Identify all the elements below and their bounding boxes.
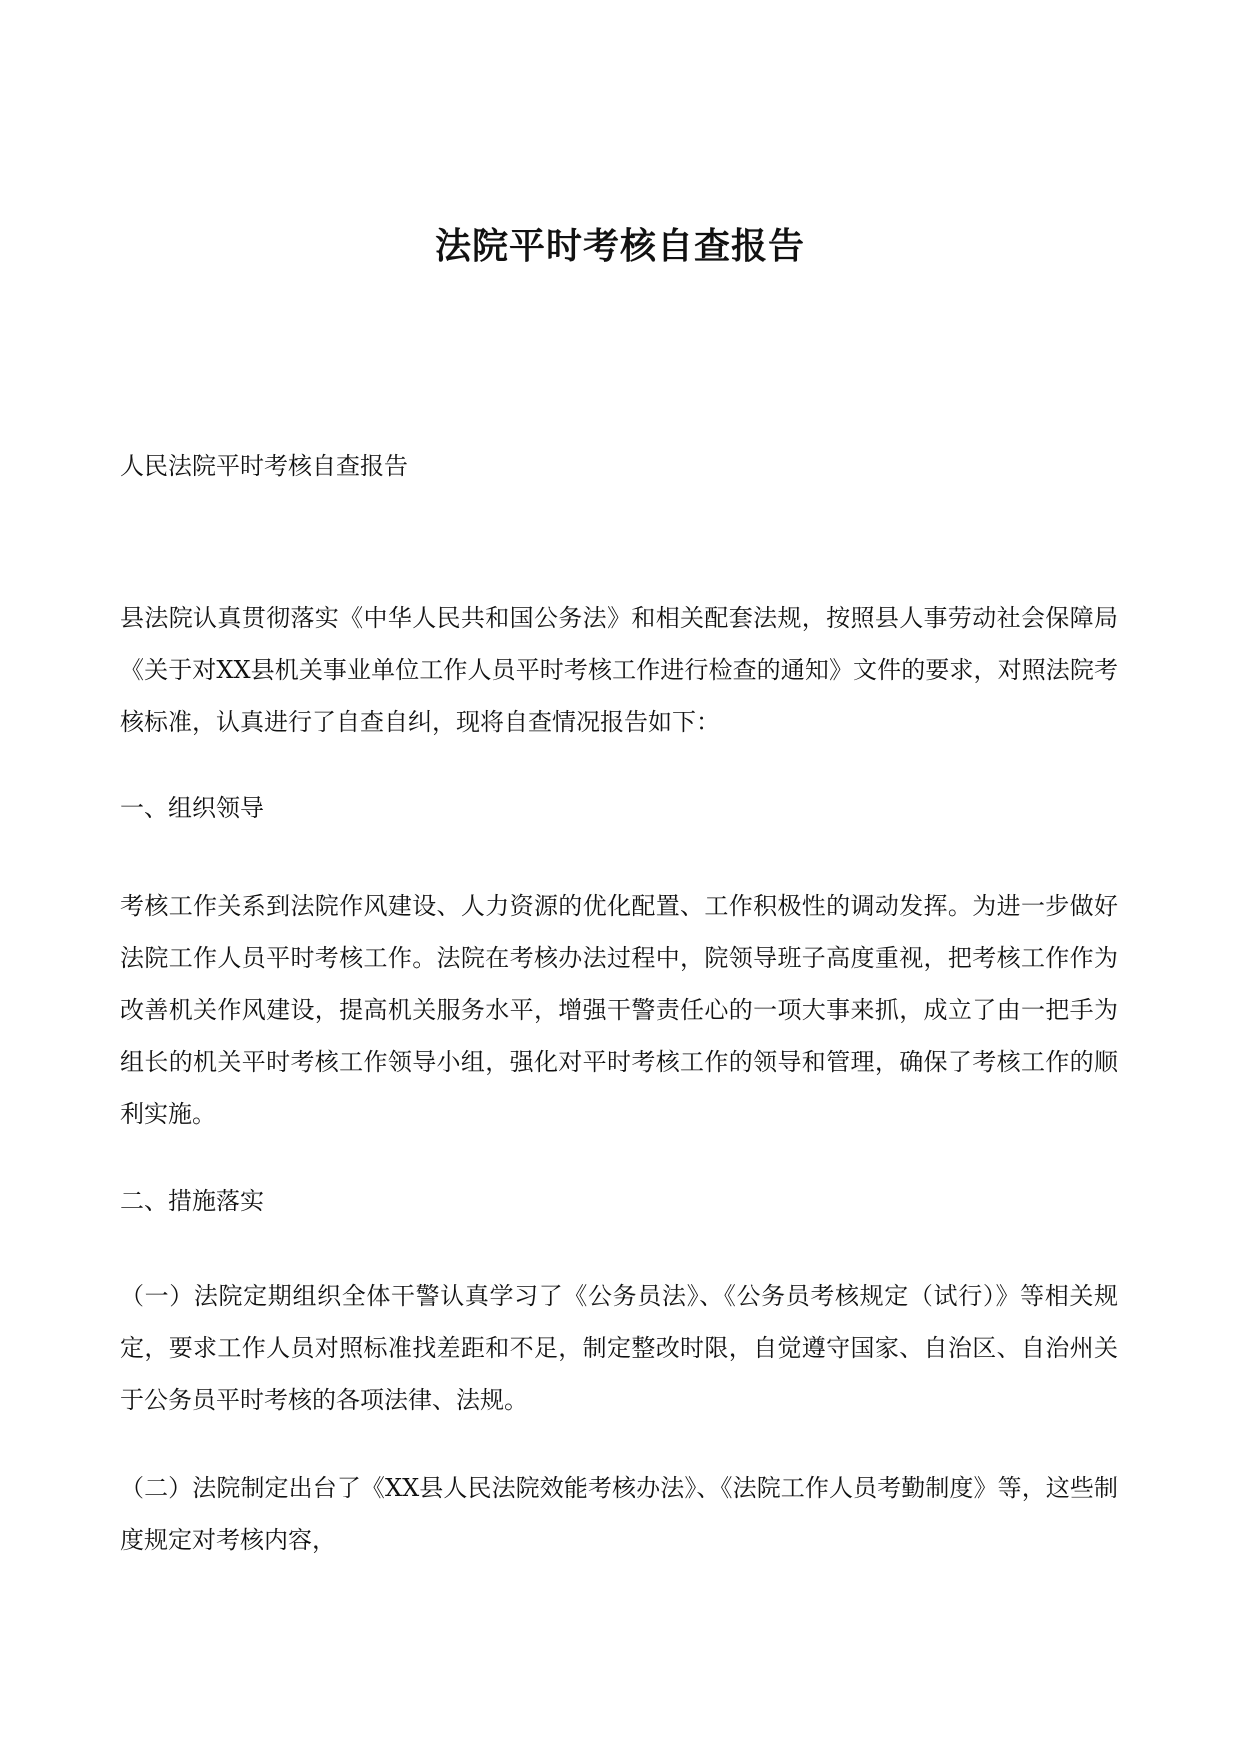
section-2-heading: 二、措施落实 (120, 1187, 264, 1215)
section-1-body: 考核工作关系到法院作风建设、人力资源的优化配置、工作积极性的调动发挥。为进一步做好法院工作人员平时考核工作。法院在考核办法过程中，院领导班子高度重视，把考核工作作为改善机关作风建设，提高机关服务水平，增强干警责任心的一项大事来抓，成立了由一把手为组长的机关平时考核工作领导小组，强化对平时考核工作的领导和管理，确保了考核工作的顺利实施。 (120, 892, 1118, 1128)
document-title: 法院平时考核自查报告 (434, 225, 805, 267)
section-2-item-1: （一）法院定期组织全体干警认真学习了《公务员法》、《公务员考核规定（试行）》等相关规定，要求工作人员对照标准找差距和不足，制定整改时限，自觉遵守国家、自治区、自治州关于公务员平时考核的各项法律、法规。 (120, 1282, 1118, 1414)
section-2-item-2: （二）法院制定出台了《XX县人民法院效能考核办法》、《法院工作人员考勤制度》等，这些制度规定对考核内容， (120, 1474, 1118, 1554)
section-1-heading: 一、组织领导 (120, 794, 264, 822)
document-subtitle: 人民法院平时考核自查报告 (120, 452, 408, 480)
intro-paragraph: 县法院认真贯彻落实《中华人民共和国公务法》和相关配套法规，按照县人事劳动社会保障局《关于对XX县机关事业单位工作人员平时考核工作进行检查的通知》文件的要求，对照法院考核标准，认真进行了自查自纠，现将自查情况报告如下： (120, 604, 1118, 736)
